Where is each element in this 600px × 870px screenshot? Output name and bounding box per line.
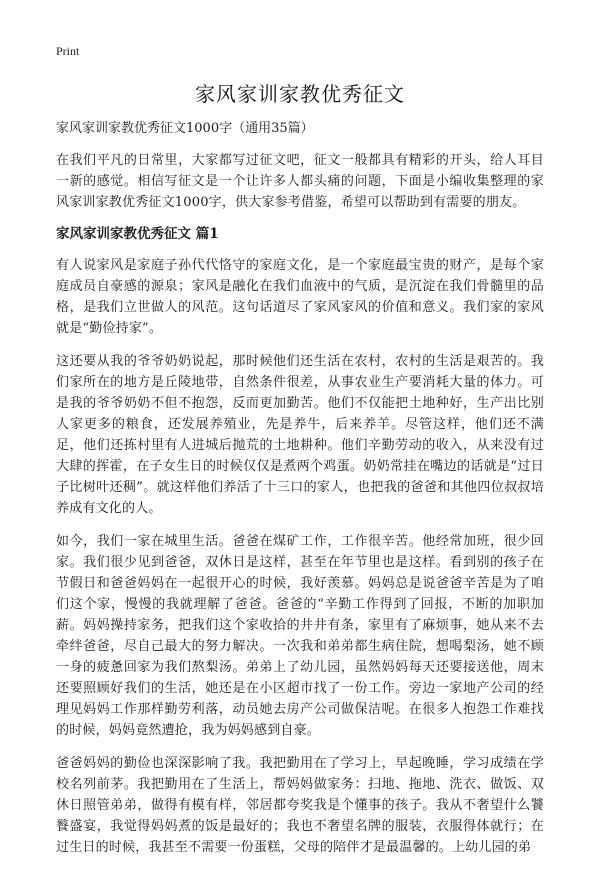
section-heading: 家风家训家教优秀征文 篇1 xyxy=(56,226,219,242)
print-link[interactable]: Print xyxy=(56,44,80,58)
intro-paragraph: 在我们平凡的日常里，大家都写过征文吧，征文一般都具有精彩的开头，给人耳目一新的感觉。相信写征文是一个让许多人都头痛的问题，下面是小编收集整理的家风家训家教优秀征文1000字，供大家参考借鉴，希望可以帮助到有需要的朋友。 xyxy=(56,153,544,210)
body-paragraph-3: 如今，我们一家在城里生活。爸爸在煤矿工作，工作很辛苦。他经常加班，很少回家。我们很少见到爸爸，双休日是这样，甚至在年节里也是这样。看到别的孩子在节假日和爸爸妈妈在一起很开心的时候，我好羡慕。妈妈总是说爸爸辛苦是为了咱们这个家，慢慢的我就理解了爸爸。爸爸的“辛勤工作得到了回报，不断的加职加薪。妈妈操持家务，把我们这个家收拾的井井有条，家里有了麻烦事，她从来不去牵绊爸爸，尽自己最大的努力解决。一次我和弟弟都生病住院，想喝梨汤，她不顾一身的疲惫回家为我们熬梨汤。弟弟上了幼儿园，虽然妈妈每天还要接送他，周末还要照顾好我们的生活，她还是在小区超市找了一份工作。旁边一家地产公司的经理见妈妈工作那样勤劳利落，动员她去房产公司做保洁呢。在很多人抱怨工作难找的时候，妈妈竟然遭抢，我为妈妈感到自豪。 xyxy=(56,534,544,738)
body-paragraph-4: 爸爸妈妈的勤俭也深深影响了我。我把勤用在了学习上，早起晚睡，学习成绩在学校名列前茅。我把勤用在了生活上，帮妈妈做家务：扫地、拖地、洗衣、做饭、双休日照管弟弟，做得有模有样，邻居都夸奖我是个懂事的孩子。我从不奢望什么饕餮盛宴，我觉得妈妈煮的饭是最好的；我也不奢望名牌的服装，衣服得体就行；在过生日的时候，我甚至不需要一份蛋糕，父母的陪伴才是最温馨的。上幼儿园的弟 xyxy=(56,756,544,855)
document-title: 家风家训家教优秀征文 xyxy=(195,82,405,106)
document-subtitle: 家风家训家教优秀征文1000字（通用35篇） xyxy=(56,121,314,136)
document-body xyxy=(56,120,544,870)
body-paragraph-1: 有人说家风是家庭子孙代代恪守的家庭文化，是一个家庭最宝贵的财产，是每个家庭成员自豪感的源泉；家风是融化在我们血液中的气质，是沉淀在我们骨髓里的品格，是我们立世做人的风范。这句话道尽了家风家风的价值和意义。我们家的家风就是“勤俭持家”。 xyxy=(56,258,544,336)
body-paragraph-2: 这还要从我的爷爷奶奶说起，那时候他们还生活在农村，农村的生活是艰苦的。我们家所在的地方是丘陵地带，自然条件很差，从事农业生产要消耗大量的体力。可是我的爷爷奶奶不但不抱怨，反而更加勤苦。他们不仅能把土地种好，生产出比别人家更多的粮食，还发展养殖业，先是养牛，后来养羊。尽管这样，他们还不满足，他们还拣村里有人进城后抛荒的土地耕种。他们辛勤劳动的收入，从来没有过大肆的挥霍，在子女生日的时候仅仅是煮两个鸡蛋。奶奶常挂在嘴边的话就是“过日子比树叶还稠”。就这样他们养活了十三口的家人，也把我的爸爸和其他四位叔叔培养成有文化的人。 xyxy=(56,354,544,516)
